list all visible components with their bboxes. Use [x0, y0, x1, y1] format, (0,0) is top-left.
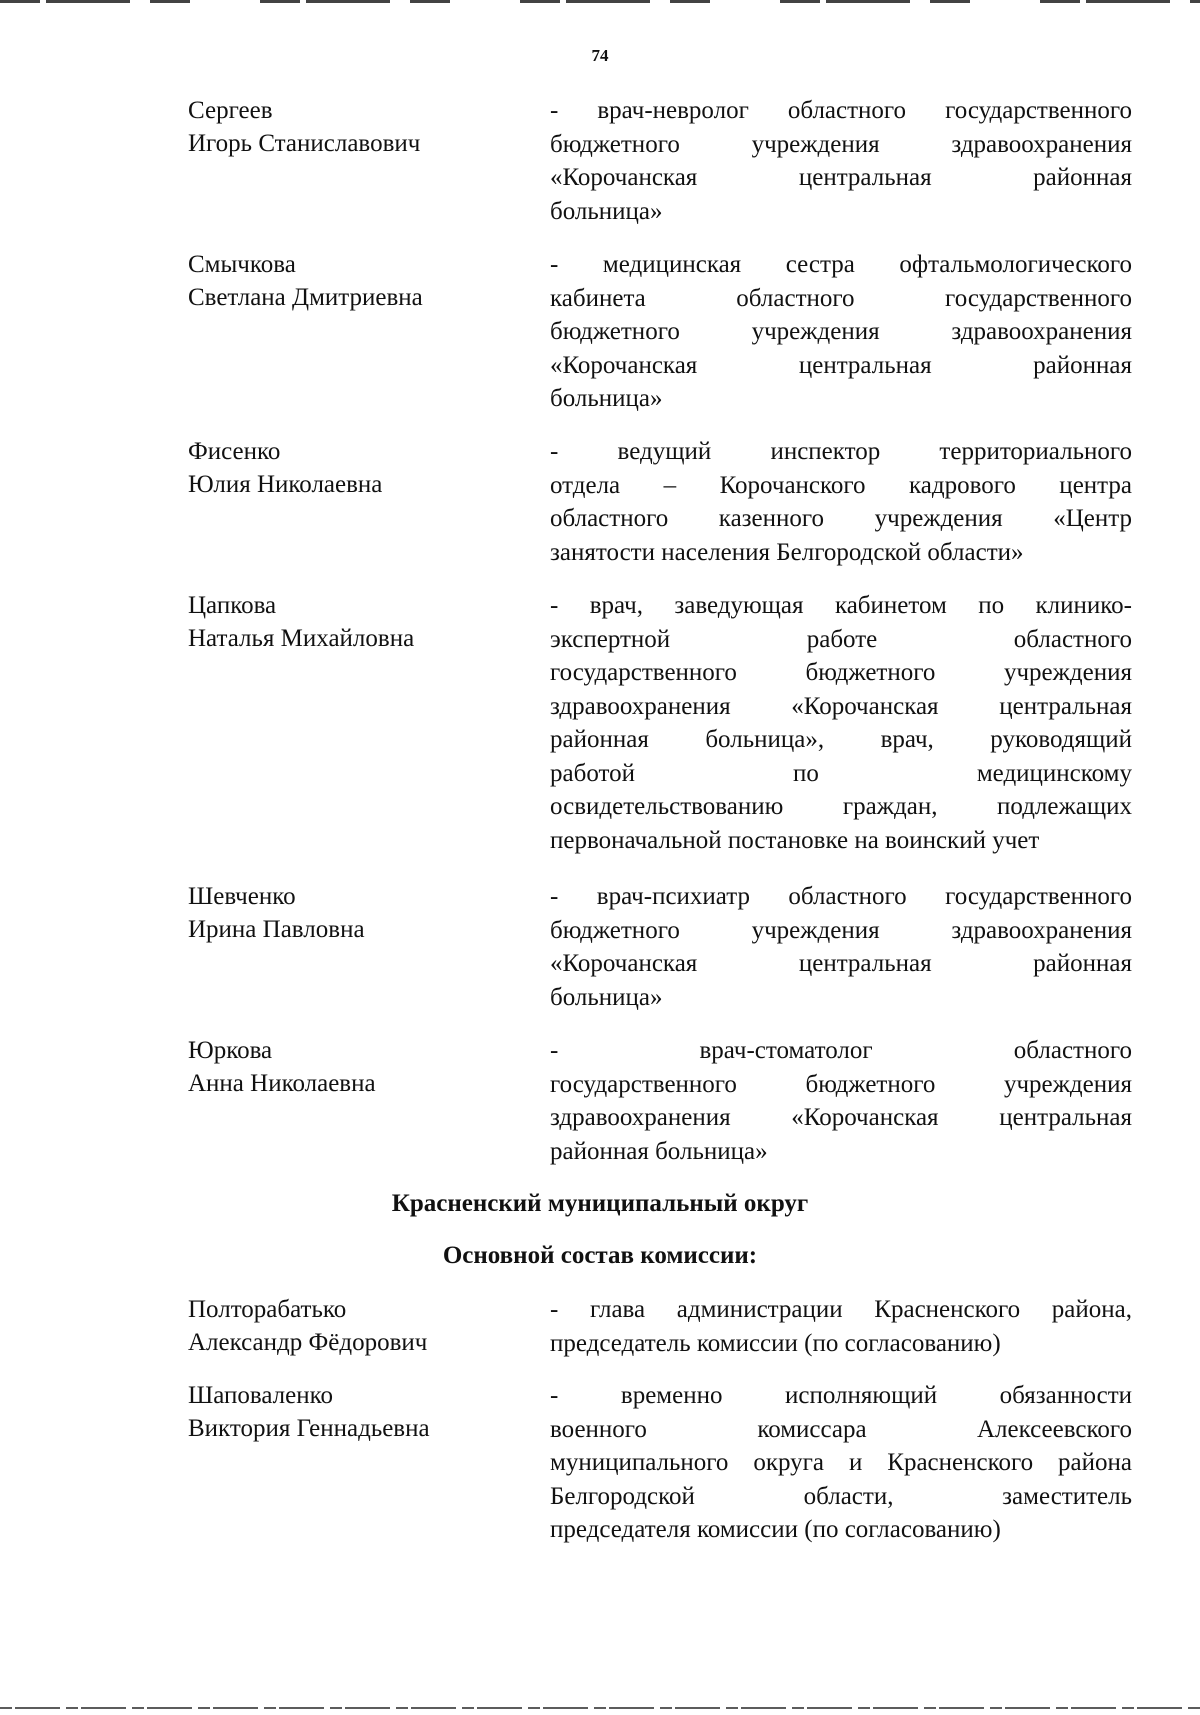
position-line: «Корочанская центральная районная	[550, 950, 1132, 977]
page-number: 74	[591, 46, 609, 65]
member-position	[550, 1293, 1132, 1360]
member-surname: Шаповаленко	[188, 1382, 333, 1409]
position-line: работой по медицинскому	[550, 759, 1132, 787]
position-line: здравоохранения «Корочанская центральная	[550, 1104, 1132, 1131]
member-name	[188, 589, 518, 655]
position-line: районная больница»	[550, 1137, 768, 1165]
member-position	[550, 435, 1132, 569]
member-surname: Цапкова	[188, 592, 277, 619]
position-line: государственного бюджетного учреждения	[550, 659, 1132, 686]
position-line: - врач-невролог областного государственного	[550, 97, 1132, 124]
member-surname: Фисенко	[188, 438, 281, 465]
member-given-names: Игорь Станиславович	[188, 130, 421, 157]
position-line: экспертной работе областного	[550, 625, 1132, 653]
member-position	[550, 94, 1132, 228]
member-name	[188, 248, 518, 314]
member-surname: Полторабатько	[188, 1296, 347, 1323]
position-line: - врач-психиатр областного государственного	[550, 883, 1132, 910]
member-position	[550, 1034, 1132, 1168]
member-given-names: Наталья Михайловна	[188, 625, 415, 652]
position-line: - глава администрации Красненского района,	[550, 1296, 1132, 1323]
member-given-names: Светлана Дмитриевна	[188, 284, 423, 311]
position-line: областного казенного учреждения «Центр	[550, 505, 1132, 532]
position-line: больница»	[550, 385, 663, 412]
member-given-names: Анна Николаевна	[188, 1070, 376, 1097]
member-position	[550, 589, 1132, 857]
position-line: бюджетного учреждения здравоохранения	[550, 916, 1132, 944]
member-given-names: Александр Фёдорович	[188, 1329, 428, 1356]
position-line: бюджетного учреждения здравоохранения	[550, 318, 1132, 345]
member-name	[188, 1034, 518, 1100]
position-line: «Корочанская центральная районная	[550, 164, 1132, 191]
member-name	[188, 94, 518, 160]
position-line: здравоохранения «Корочанская центральная	[550, 692, 1132, 720]
position-line: председателя комиссии (по согласованию)	[550, 1516, 1001, 1543]
member-name	[188, 1293, 518, 1359]
member-position	[550, 248, 1132, 416]
position-line: занятости населения Белгородской области»	[550, 538, 1024, 566]
position-line: - врач-стоматолог областного	[550, 1037, 1132, 1064]
scan-edge-bottom	[0, 1707, 1200, 1709]
member-surname: Юркова	[188, 1037, 273, 1064]
member-name	[188, 880, 518, 946]
position-line: освидетельствованию граждан, подлежащих	[550, 793, 1132, 820]
position-line: государственного бюджетного учреждения	[550, 1070, 1132, 1098]
position-line: - ведущий инспектор территориального	[550, 438, 1132, 465]
position-line: районная больница», врач, руководящий	[550, 726, 1132, 753]
member-surname: Смычкова	[188, 251, 296, 278]
member-name	[188, 1379, 518, 1445]
member-given-names: Юлия Николаевна	[188, 471, 383, 498]
position-line: кабинета областного государственного	[550, 284, 1132, 312]
position-line: председатель комиссии (по согласованию)	[550, 1329, 1001, 1357]
position-line: больница»	[550, 983, 663, 1011]
member-position	[550, 1379, 1132, 1547]
subsection-title: Основной состав комиссии:	[442, 1242, 758, 1269]
scan-edge-top	[0, 0, 1200, 3]
member-given-names: Ирина Павловна	[188, 916, 365, 943]
position-line: - временно исполняющий обязанности	[550, 1382, 1132, 1409]
member-surname: Сергеев	[188, 97, 273, 124]
position-line: отдела – Корочанского кадрового центра	[550, 471, 1132, 499]
member-name	[188, 435, 518, 501]
position-line: бюджетного учреждения здравоохранения	[550, 130, 1132, 158]
position-line: - врач, заведующая кабинетом по клинико-	[550, 592, 1132, 619]
member-position	[550, 880, 1132, 1014]
position-line: первоначальной постановке на воинский учет	[550, 826, 1040, 854]
section-title: Красненский муниципальный округ	[391, 1190, 809, 1217]
position-line: муниципального округа и Красненского района	[550, 1449, 1132, 1476]
position-line: «Корочанская центральная районная	[550, 351, 1132, 379]
position-line: больница»	[550, 197, 663, 225]
member-surname: Шевченко	[188, 883, 296, 910]
position-line: - медицинская сестра офтальмологического	[550, 251, 1132, 278]
position-line: Белгородской области, заместитель	[550, 1482, 1132, 1510]
member-given-names: Виктория Геннадьевна	[188, 1415, 430, 1442]
position-line: военного комиссара Алексеевского	[550, 1415, 1132, 1443]
